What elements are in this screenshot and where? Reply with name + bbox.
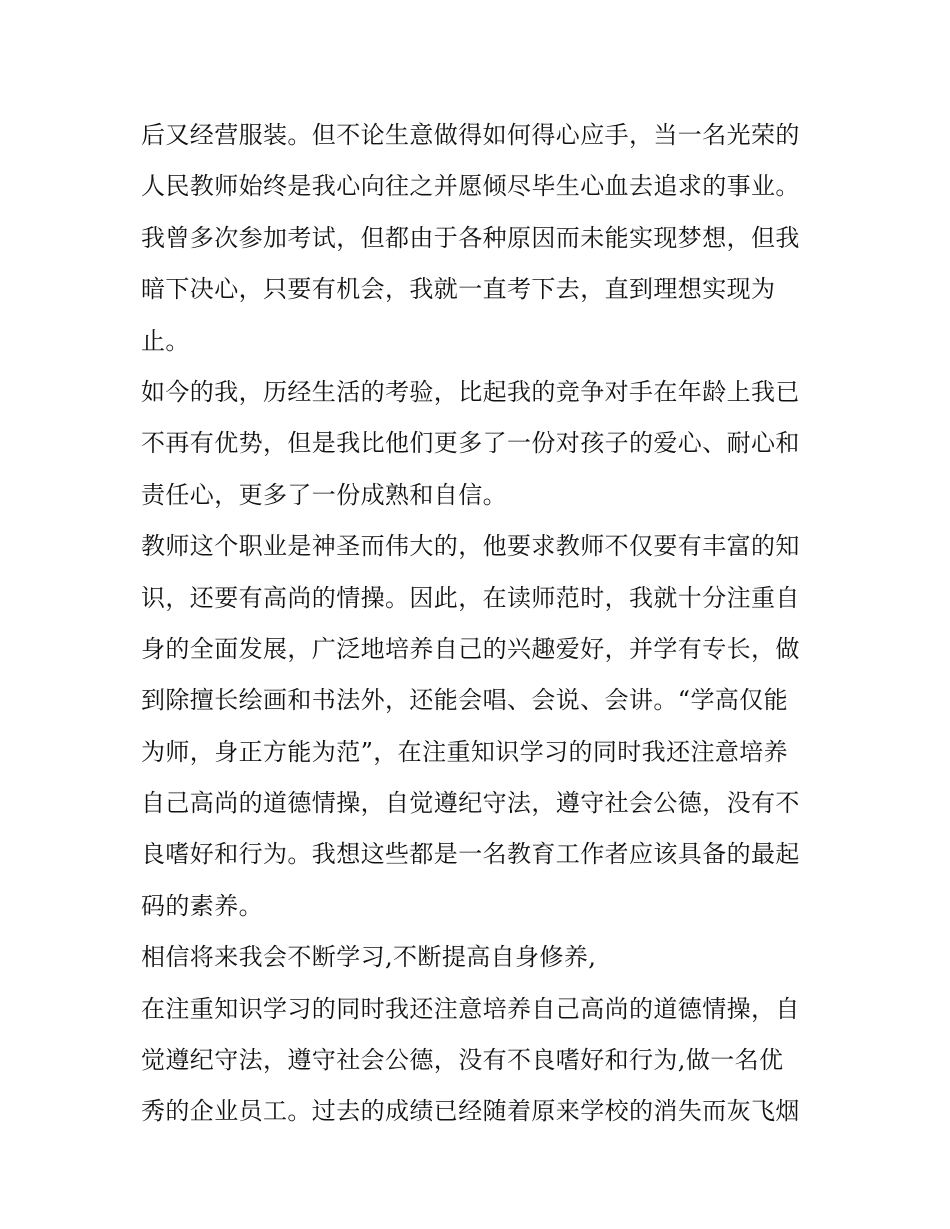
text-line: 相信将来我会不断学习,不断提高自身修养,: [141, 943, 597, 972]
text-line: 自己高尚的道德情操，自觉遵纪守法，遵守社会公德，没有不: [141, 789, 800, 818]
text-line: 如今的我，历经生活的考验，比起我的竞争对手在年龄上我已: [141, 377, 800, 406]
text-line: 识，还要有高尚的情操。因此，在读师范时，我就十分注重自: [141, 583, 800, 612]
text-line: 人民教师始终是我心向往之并愿倾尽毕生心血去追求的事业。: [141, 172, 800, 201]
text-line: 良嗜好和行为。我想这些都是一名教育工作者应该具备的最起: [141, 840, 800, 869]
text-line: 止。: [141, 326, 190, 355]
text-line: 不再有优势，但是我比他们更多了一份对孩子的爱心、耐心和: [141, 429, 800, 458]
text-line: 到除擅长绘画和书法外，还能会唱、会说、会讲。“学高仅能: [141, 686, 789, 715]
text-line: 码的素养。: [141, 891, 263, 920]
text-line: 暗下决心，只要有机会，我就一直考下去，直到理想实现为: [141, 275, 776, 304]
text-line: 在注重知识学习的同时我还注意培养自己高尚的道德情操，自: [141, 994, 800, 1023]
text-line: 身的全面发展，广泛地培养自己的兴趣爱好，并学有专长，做: [141, 634, 800, 663]
text-line: 秀的企业员工。过去的成绩已经随着原来学校的消失而灰飞烟: [141, 1097, 800, 1126]
text-line: 觉遵纪守法，遵守社会公德，没有不良嗜好和行为,做一名优: [141, 1046, 784, 1075]
text-line: 我曾多次参加考试，但都由于各种原因而未能实现梦想，但我: [141, 223, 800, 252]
text-line: 责任心，更多了一份成熟和自信。: [141, 480, 507, 509]
text-line: 为师，身正方能为范”，在注重知识学习的同时我还注意培养: [141, 737, 789, 766]
text-line: 后又经营服装。但不论生意做得如何得心应手，当一名光荣的: [141, 121, 800, 149]
text-line: 教师这个职业是神圣而伟大的，他要求教师不仅要有丰富的知: [141, 532, 800, 561]
body-text: [141, 110, 831, 1138]
